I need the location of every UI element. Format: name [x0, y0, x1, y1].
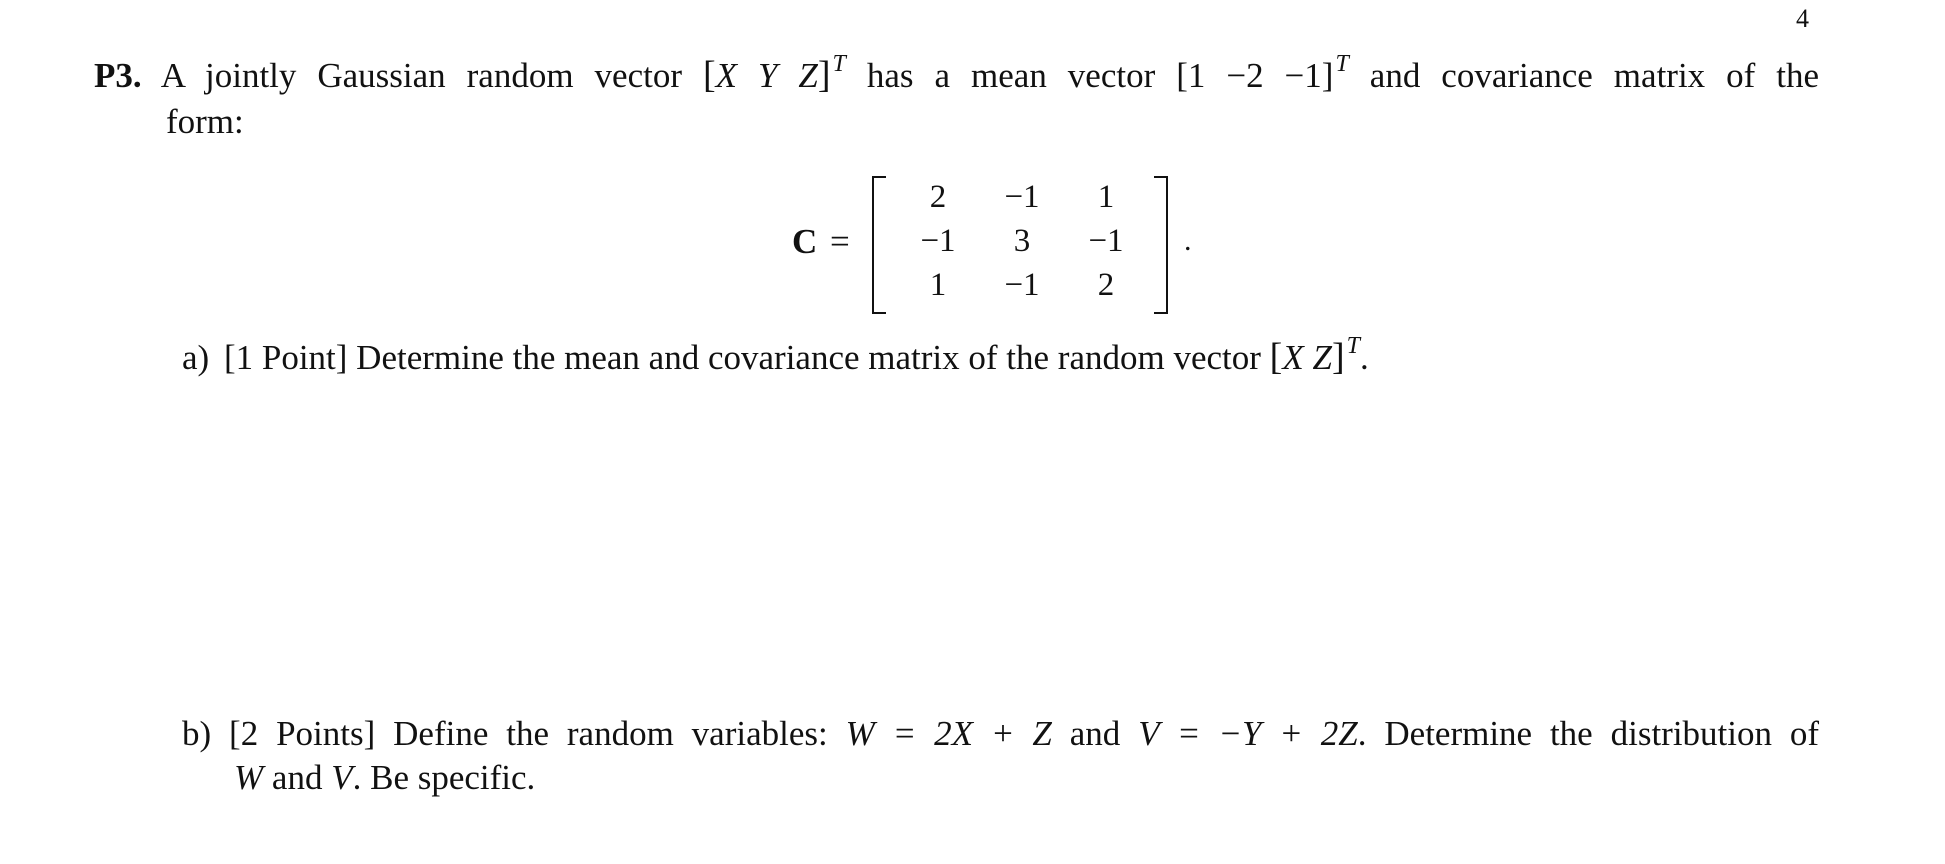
matrix-label: C: [792, 222, 818, 261]
variable-w: W: [234, 758, 264, 797]
part-b-marker: b): [182, 714, 212, 753]
part-b-line2-and: and: [271, 758, 323, 797]
equation-w: W = 2X + Z: [845, 714, 1052, 753]
matrix-left-bracket: [872, 176, 886, 314]
covariance-matrix: [872, 176, 1168, 310]
matrix-cell: 2: [929, 179, 947, 215]
variable-v: V: [331, 758, 353, 797]
page-number: 4: [1796, 4, 1809, 33]
matrix-period: .: [1184, 224, 1192, 257]
part-b-and: and: [1069, 714, 1121, 753]
problem-line-2: form:: [166, 102, 244, 141]
matrix-cell: −1: [1088, 223, 1124, 259]
matrix-cell: 3: [1013, 223, 1031, 259]
part-a-text: [1 Point] Determine the mean and covariance matrix of the random vector: [223, 338, 1261, 377]
matrix-cell: −1: [920, 223, 956, 259]
problem-line-1: [94, 51, 1820, 96]
matrix-right-bracket: [1154, 176, 1168, 314]
problem-text-b: has a mean vector $[1 -2 -1]^T$: [866, 51, 1349, 95]
vector-xyz: [X Y Z]$^T$: [702, 51, 846, 96]
problem-text-a: A jointly Gaussian random vector: [160, 56, 682, 95]
part-a-marker: a): [182, 338, 210, 377]
matrix-equals: =: [830, 222, 850, 261]
vector-xz: [X Z]$^T$.: [1269, 333, 1369, 378]
part-b-line-1: [182, 716, 1819, 751]
part-b-text-a: [2 Points] Define the random variables:: [229, 714, 828, 753]
matrix-cell: −1: [1004, 267, 1040, 303]
matrix-cell: 1: [1097, 179, 1115, 215]
problem-text-c: and covariance matrix of the: [1369, 56, 1820, 95]
part-b-line-2: [234, 760, 535, 795]
matrix-cell: 1: [929, 267, 947, 303]
matrix-cell: −1: [1004, 179, 1040, 215]
part-a: [182, 333, 1369, 378]
part-b-line2-text: . Be specific.: [352, 758, 536, 797]
problem-label: P3.: [94, 56, 142, 95]
equation-v: V = −Y + 2Z. Determine the distribution of: [1138, 714, 1820, 753]
matrix-cell: 2: [1097, 267, 1115, 303]
